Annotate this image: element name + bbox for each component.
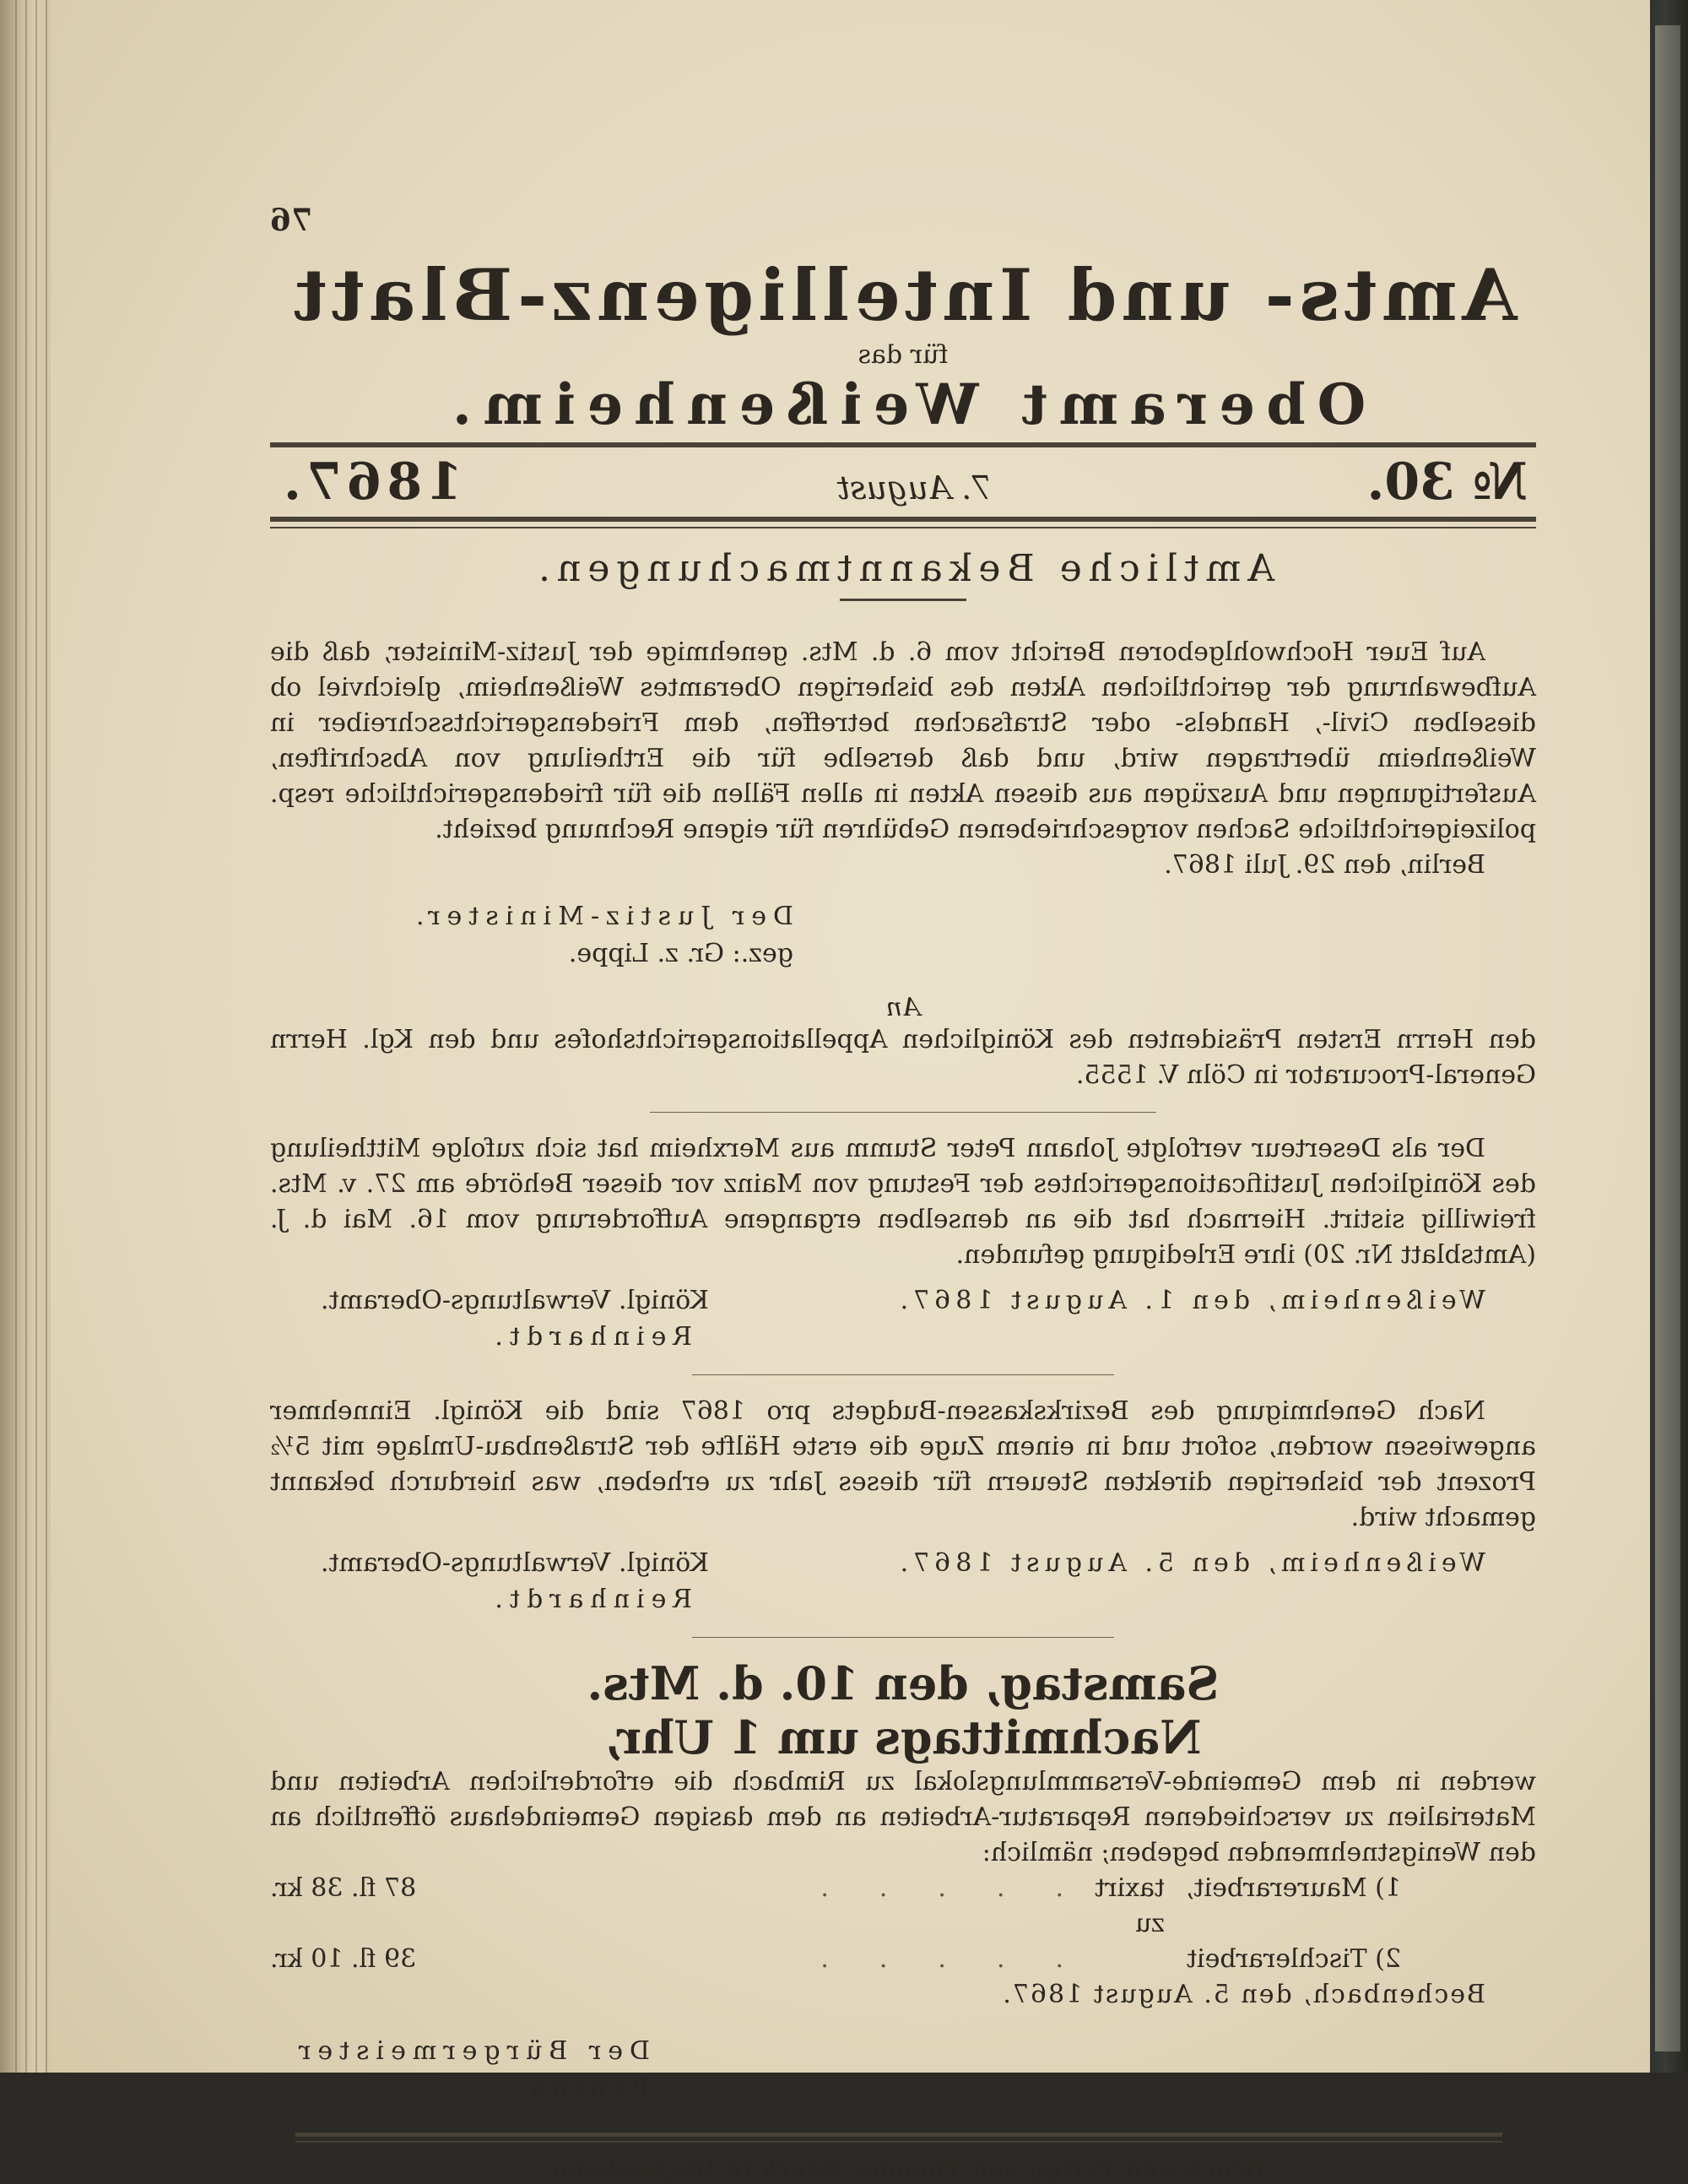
notice1-an: An <box>885 993 921 1022</box>
notice1-addressee: den Herrn Ersten Präsidenten des Königlichen Appellationsgerichtshofes und den Kgl. Herrn General-Procurator in Cöln V. 1555. <box>270 1025 1536 1090</box>
notice4-text: werden in dem Gemeinde-Versammlungslokal zu Rimbach die erforderlichen Arbeiten und Materialien zu verschiedenen Reparatur-Arbeiten an dem dasigen Gemeindehaus öffentlich an den Wenigstnehmenden begeben; nämlich: <box>270 1767 1536 1867</box>
footer-rule <box>295 2133 1502 2137</box>
separator <box>650 1112 1156 1113</box>
page-number: 76 <box>270 203 313 238</box>
masthead-fuer: für das <box>858 340 949 370</box>
masthead-rule-top <box>270 442 1536 447</box>
notice1-sig1: Der Justiz-Minister. <box>408 902 793 931</box>
notice3-text: Nach Genehmigung des Bezirkskassen-Budgets pro 1867 sind die Königl. Einnehmer angewiesen worden, sofort und in einem Zuge die erste Hälfte der Straßenbau-Umlage mit 5½ Prozent der bisherigen direkten Steuern für dieses Jahr zu erheben, was hierdurch bekannt gemacht wird. <box>270 1396 1536 1532</box>
notice1-text: Auf Euer Hochwohlgeboren Bericht vom 6. d. Mts. genehmige der Justiz-Minister, daß die Aufbewahrung der gerichtlichen Akten des bisherigen Oberamtes Weißenheim, gleichviel ob dieselben Civil-, Handels- oder Strafsachen betreffen, dem Friedensgerichtsschreiber in Weißenheim übertragen wird, und daß derselbe für die Ertheilung von Abschriften, Ausfertigungen und Auszügen aus diesen Akten in allen Fällen die für friedensgerichtliche resp. polizeigerichtliche Sachen vorgeschriebenen Gebühren für eigene Rechnung bezieht. <box>270 637 1536 844</box>
notice1-signature <box>270 898 793 973</box>
notice2-text: Der als Deserteur verfolgte Johann Peter Stumm aus Merxheim hat sich zufolge Mittheilung des Königlichen Justificationsgerichtes der Festung von Mainz vor dieser Behörde am 27. v. Mts. freiwillig sistirt. Hiernach hat die an denselben ergangene Aufforderung vom 16. Mai d. J. (Amtsblatt Nr. 20) ihre Erledigung gefunden. <box>270 1134 1536 1270</box>
masthead-subtitle: Oberamt Weißenheim. <box>440 371 1366 437</box>
notice2-footer-row <box>270 1283 1536 1319</box>
notice4-items <box>270 1871 1401 1977</box>
notice2-authority: Königl. Verwaltungs-Oberamt. <box>321 1286 709 1315</box>
section-rule <box>840 599 966 601</box>
imprint: Druck und Verlag von Theodor Kauth in Weißenheim. <box>541 2156 1265 2184</box>
notice4-title-line2: Nachmittags um 1 Uhr, <box>604 1710 1202 1764</box>
masthead-rule-bottom <box>270 517 1536 522</box>
notice2-place-date: Weißenheim, den 1. August 1867. <box>895 1286 1485 1315</box>
mirrored-print-area <box>270 203 1536 2184</box>
section-title: Amtliche Bekanntmachungen. <box>531 547 1275 590</box>
issue-date: 7. August <box>836 469 993 507</box>
notice3-place-date: Weißenheim, den 5. August 1867. <box>895 1548 1485 1578</box>
notice3-signer: Reinhardt. <box>488 1585 692 1614</box>
notice3-authority: Königl. Verwaltungs-Oberamt. <box>321 1548 709 1578</box>
notice4-place-date: Bechenbach, den 5. August 1867. <box>1001 1980 1485 2009</box>
notice1-place-date: Berlin, den 29. Juli 1867. <box>1164 850 1485 880</box>
notice4-authority: Der Bürgermeister <box>291 2036 650 2066</box>
binding-edge <box>1650 0 1688 2073</box>
issue-year: 1867. <box>279 453 463 512</box>
masthead-title: Amts- und Intelligenz-Blatt <box>289 253 1518 337</box>
footer-rule-thin <box>295 2141 1502 2143</box>
issue-row <box>270 453 1536 512</box>
separator <box>692 1637 1114 1638</box>
notice4-signer: Paulus. <box>510 2073 650 2103</box>
notice2-signer: Reinhardt. <box>488 1322 692 1352</box>
notice1-sig2: gez.: Gr. z. Lippe. <box>568 939 793 968</box>
list-item: 2) Tischlerarbeit ..... 39 fl. 10 kr. <box>270 1944 1401 1974</box>
separator <box>692 1374 1114 1375</box>
masthead-rule-thin <box>270 527 1536 528</box>
notice3-footer-row <box>270 1546 1536 1581</box>
notice4-signature <box>270 2033 650 2107</box>
issue-number: № 30. <box>1366 453 1528 512</box>
notice4-title-line1: Samstag, den 10. d. Mts. <box>587 1656 1220 1710</box>
list-item: 1) Maurerarbeit, taxirt zu ..... 87 fl. 38 kr. <box>270 1873 1401 1938</box>
